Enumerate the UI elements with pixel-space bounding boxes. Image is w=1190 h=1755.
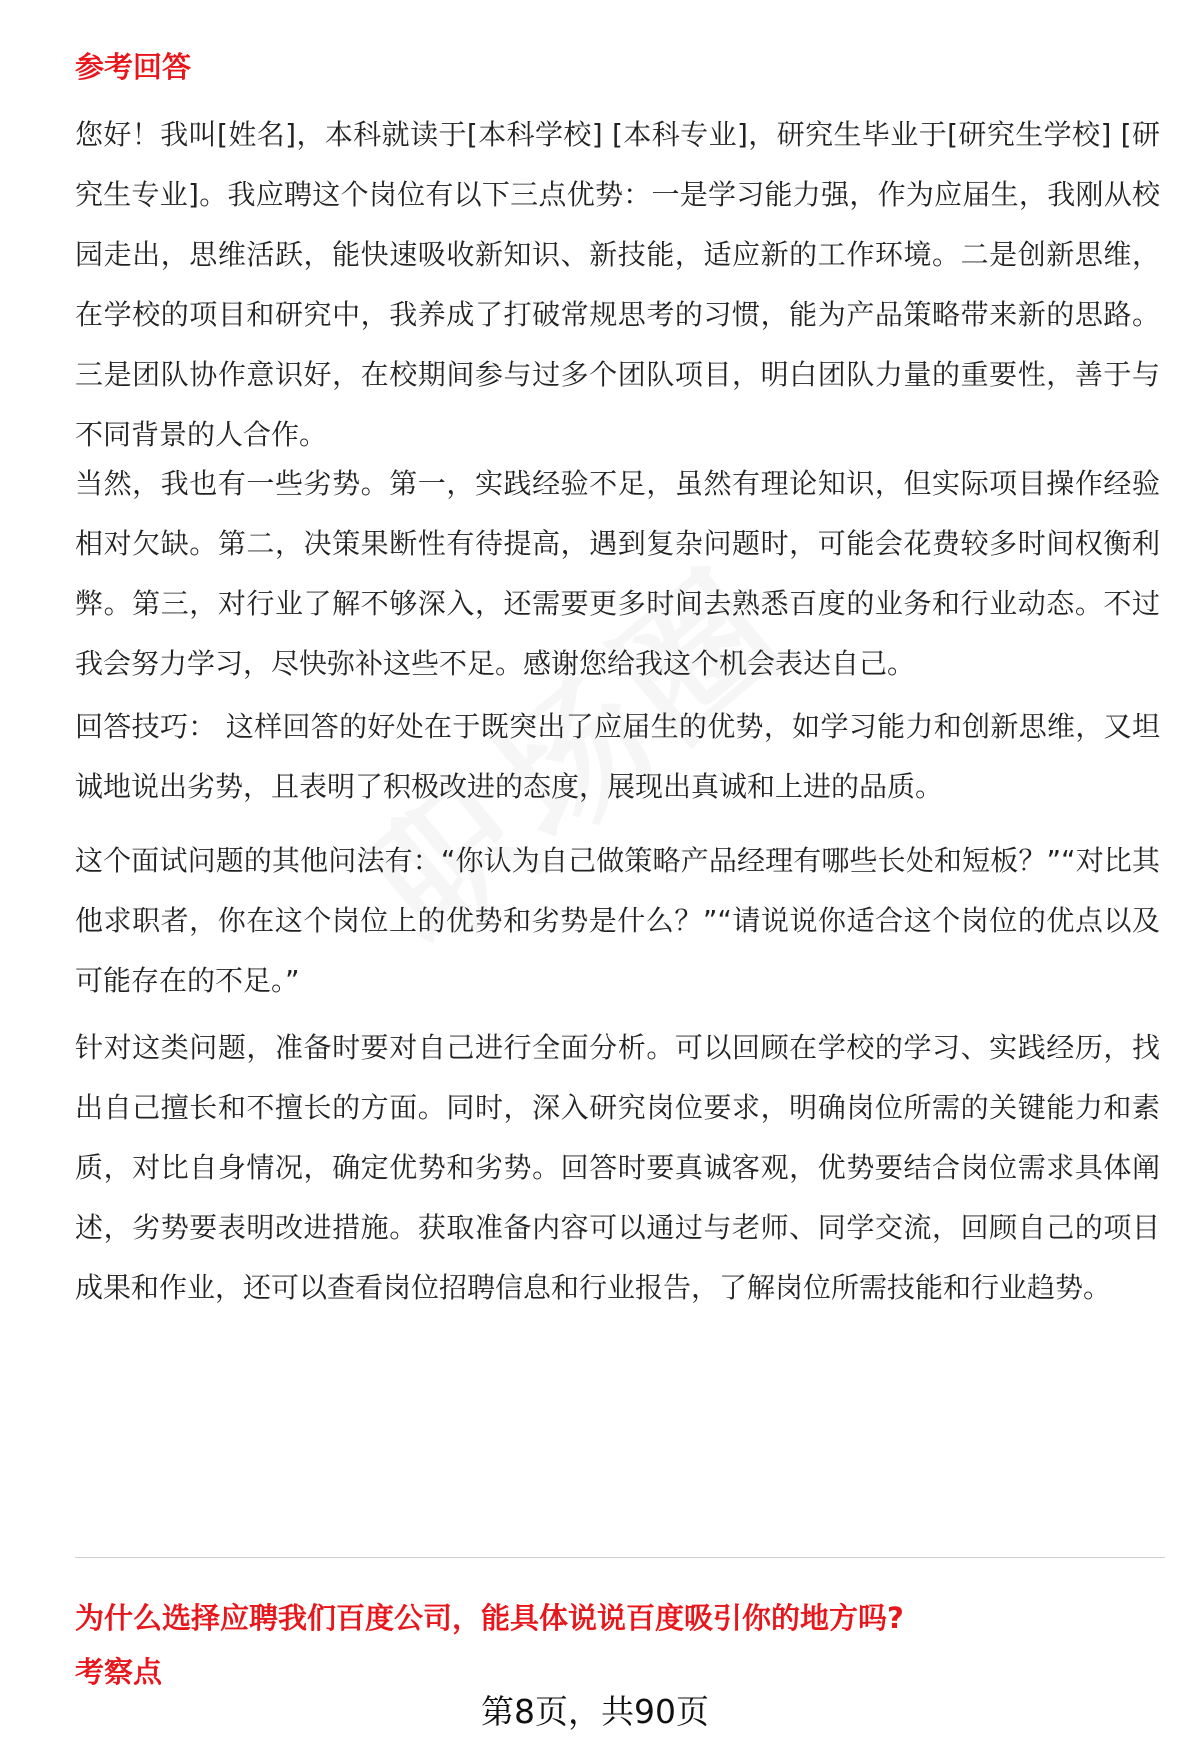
preparation-advice-paragraph: 针对这类问题，准备时要对自己进行全面分析。可以回顾在学校的学习、实践经历，找出自己擅长和不擅长的方面。同时，深入研究岗位要求，明确岗位所需的关键能力和素质，对比自身情况，确定优势和劣势。回答时要真诚客观，优势要结合岗位需求具体阐述，劣势要表明改进措施。获取准备内容可以通过与老师、同学交流，回顾自己的项目成果和作业，还可以查看岗位招聘信息和行业报告，了解岗位所需技能和行业趋势。 xyxy=(75,1031,1160,1304)
answer-heading: 参考回答 xyxy=(75,50,192,84)
page-number-footer: 第8页，共90页 xyxy=(481,1692,709,1731)
answer-paragraph-weaknesses: 当然，我也有一些劣势。第一，实践经验不足，虽然有理论知识，但实际项目操作经验相对欠缺。第二，决策果断性有待提高，遇到复杂问题时，可能会花费较多时间权衡利弊。第三，对行业了解不够深入，还需要更多时间去熟悉百度的业务和行业动态。不过我会努力学习，尽快弥补这些不足。感谢您给我这个机会表达自己。 xyxy=(75,467,1160,680)
next-question-heading: 为什么选择应聘我们百度公司，能具体说说百度吸引你的地方吗? xyxy=(75,1601,904,1635)
alternate-questions-paragraph: 这个面试问题的其他问法有：“你认为自己做策略产品经理有哪些长处和短板？”“对比其他求职者，你在这个岗位上的优势和劣势是什么？”“请说说你适合这个岗位的优点以及可能存在的不足。” xyxy=(75,844,1160,997)
answer-tips-paragraph: 回答技巧： 这样回答的好处在于既突出了应届生的优势，如学习能力和创新思维，又坦诚地说出劣势，且表明了积极改进的态度，展现出真诚和上进的品质。 xyxy=(75,710,1160,803)
section-divider xyxy=(75,1557,1165,1558)
answer-paragraph-strengths: 您好！我叫[姓名]，本科就读于[本科学校] [本科专业]，研究生毕业于[研究生学校] [研究生专业]。我应聘这个岗位有以下三点优势：一是学习能力强，作为应届生，我刚从校园走出，思维活跃，能快速吸收新知识、新技能，适应新的工作环境。二是创新思维，在学校的项目和研究中，我养成了打破常规思考的习惯，能为产品策略带来新的思路。三是团队协作意识好，在校期间参与过多个团队项目，明白团队力量的重要性，善于与不同背景的人合作。 xyxy=(75,118,1160,451)
focus-points-heading: 考察点 xyxy=(75,1655,163,1689)
